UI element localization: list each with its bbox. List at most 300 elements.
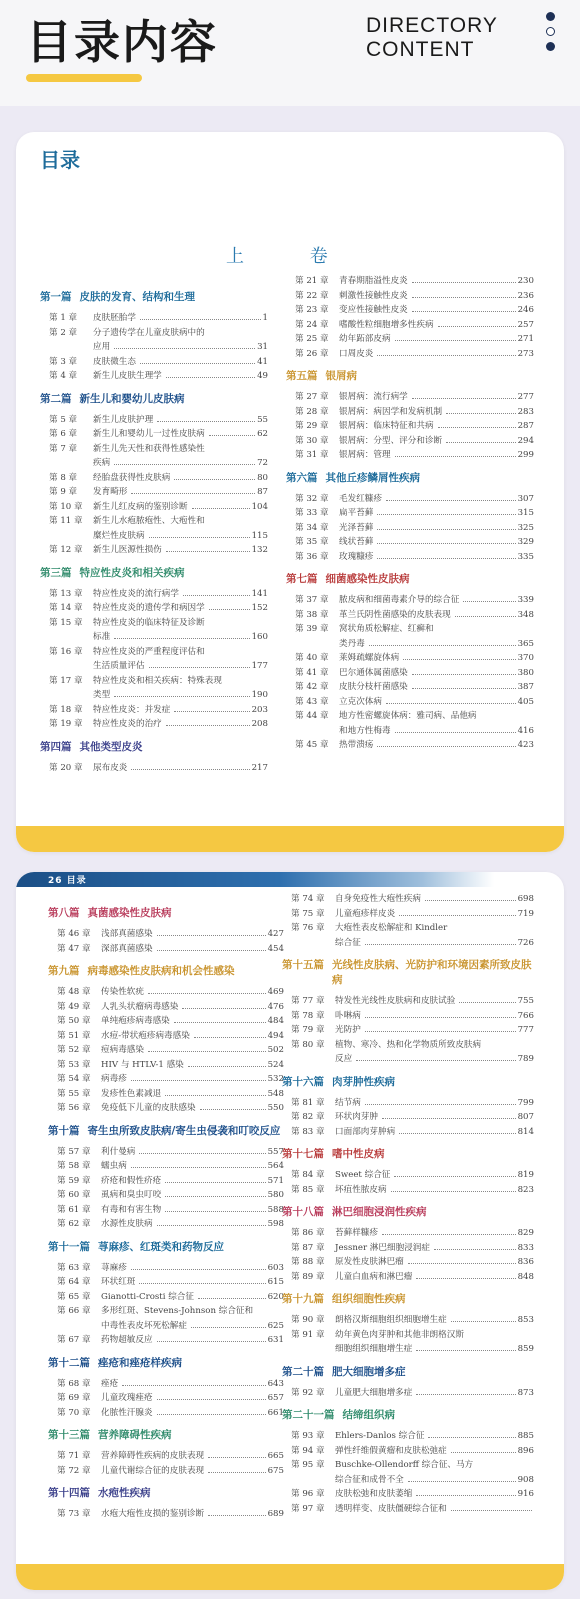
- chapter-title-line: [101, 1507, 284, 1522]
- chapter-number: 第 44 章: [295, 711, 329, 721]
- toc-entry[interactable]: [295, 434, 534, 449]
- chapter-number: 第 87 章: [291, 1242, 325, 1253]
- chapter-title-line: [93, 326, 268, 341]
- chapter-title-line: [93, 355, 268, 370]
- toc-entry[interactable]: [295, 608, 534, 623]
- page-number: 848: [517, 1271, 534, 1282]
- dot-leader: [377, 529, 515, 530]
- toc-entry[interactable]: [291, 1183, 534, 1198]
- chapter-title: 病毒疹: [101, 1074, 127, 1084]
- chapter-body: [93, 616, 268, 645]
- chapter-title-line: [93, 543, 268, 558]
- toc-entry[interactable]: [295, 680, 534, 695]
- chapter-number: 第 19 章: [49, 719, 83, 729]
- page-number: 484: [267, 1016, 284, 1026]
- toc-entry[interactable]: [295, 651, 534, 666]
- toc-entry[interactable]: [57, 1174, 284, 1189]
- toc-entry[interactable]: [291, 1038, 534, 1067]
- toc-entry[interactable]: [49, 587, 268, 602]
- toc-entry[interactable]: [49, 717, 268, 732]
- toc-entry[interactable]: [295, 521, 534, 536]
- chapter-number: 第 27 章: [295, 392, 329, 402]
- chapter-body: [101, 1043, 284, 1058]
- toc-entry[interactable]: [57, 1261, 284, 1276]
- chapter-title: 有毒和有害生物: [101, 1204, 162, 1215]
- chapter-title-line: [93, 659, 268, 674]
- toc-entry[interactable]: [49, 514, 268, 543]
- chapter-body: [339, 390, 534, 405]
- chapter-number: 第 82 章: [291, 1112, 325, 1122]
- chapter-body: [93, 601, 268, 616]
- toc-entry[interactable]: [291, 907, 534, 922]
- toc-entry[interactable]: [49, 471, 268, 486]
- toc-entry[interactable]: [291, 1226, 534, 1241]
- card-bottom-band: [16, 1564, 564, 1590]
- toc-card-1: [16, 132, 564, 852]
- part-number: 第十三篇: [48, 1429, 90, 1441]
- chapter-body: [101, 1188, 284, 1203]
- pager-dot-icon[interactable]: [546, 27, 555, 36]
- page-number: 41: [257, 356, 268, 367]
- toc-entry[interactable]: [291, 1023, 534, 1038]
- chapter-number: 第 24 章: [295, 319, 329, 330]
- chapter-body: [335, 1487, 534, 1502]
- chapter-body: [335, 1110, 534, 1125]
- toc-entry[interactable]: [57, 1072, 284, 1087]
- chapter-title-line: [93, 369, 268, 384]
- toc-entry[interactable]: [295, 332, 534, 347]
- toc-entry[interactable]: [295, 550, 534, 565]
- part-number: 第十四篇: [48, 1487, 90, 1499]
- chapter-number: 第 60 章: [57, 1190, 91, 1200]
- pager-dot-icon[interactable]: [546, 42, 555, 51]
- part-heading: [40, 566, 268, 581]
- chapter-number: 第 63 章: [57, 1262, 91, 1273]
- chapter-body: [101, 1029, 284, 1044]
- chapter-number: 第 23 章: [295, 305, 329, 315]
- toc-entry[interactable]: [57, 1159, 284, 1174]
- chapter-title: 深部真菌感染: [101, 943, 153, 954]
- chapter-title-line: [335, 907, 534, 922]
- chapter-number: 第 16 章: [49, 646, 83, 657]
- toc-entry[interactable]: [295, 506, 534, 521]
- toc-entry[interactable]: [295, 535, 534, 550]
- chapter-title-line: [101, 1087, 284, 1102]
- toc-entry[interactable]: [295, 593, 534, 608]
- toc-entry[interactable]: [49, 442, 268, 471]
- dot-leader: [412, 688, 516, 689]
- pager-dot-icon[interactable]: [546, 12, 555, 21]
- chapter-number: 第 78 章: [291, 1010, 325, 1021]
- toc-entry[interactable]: [57, 1014, 284, 1029]
- toc-entry[interactable]: [57, 1406, 284, 1421]
- chapter-title-line: [339, 608, 534, 623]
- dot-leader: [416, 1350, 515, 1351]
- toc-entry[interactable]: [295, 695, 534, 710]
- toc-entry[interactable]: [57, 1101, 284, 1116]
- chapter-title-line: [101, 1043, 284, 1058]
- chapter-title: 应用: [93, 342, 111, 352]
- toc-entry[interactable]: [57, 1391, 284, 1406]
- toc-entry[interactable]: [57, 1304, 284, 1333]
- toc-entry[interactable]: [49, 674, 268, 703]
- chapter-body: [101, 1058, 284, 1073]
- toc-entry[interactable]: [57, 1217, 284, 1232]
- chapter-number: 第 51 章: [57, 1030, 91, 1041]
- chapter-number: 第 52 章: [57, 1045, 91, 1055]
- chapter-title-line: [101, 1464, 284, 1479]
- chapter-title-line: [335, 1270, 534, 1285]
- chapter-title: 结节病: [335, 1097, 361, 1108]
- toc-entry[interactable]: [57, 1507, 284, 1522]
- toc-entry[interactable]: [291, 1270, 534, 1285]
- chapter-number: 第 77 章: [291, 996, 325, 1006]
- dot-leader: [451, 1321, 516, 1322]
- page-number: 807: [517, 1112, 534, 1122]
- chapter-number: 第 22 章: [295, 290, 329, 301]
- chapter-title-line: [93, 674, 268, 689]
- toc-entry[interactable]: [295, 274, 534, 289]
- chapter-body: [93, 311, 268, 326]
- dot-leader: [208, 1457, 265, 1458]
- page-number: 387: [517, 682, 534, 692]
- dot-leader: [399, 915, 515, 916]
- toc-entry[interactable]: [295, 390, 534, 405]
- chapter-number: 第 59 章: [57, 1175, 91, 1186]
- toc-entry[interactable]: [291, 1096, 534, 1111]
- toc-entry[interactable]: [49, 485, 268, 500]
- toc-entry[interactable]: [291, 994, 534, 1009]
- toc-entry[interactable]: [57, 1449, 284, 1464]
- chapter-title-line: [93, 630, 268, 645]
- toc-entry[interactable]: [295, 666, 534, 681]
- chapter-number: 第 67 章: [57, 1335, 91, 1345]
- toc-entry[interactable]: [291, 1487, 534, 1502]
- chapter-body: [101, 1406, 284, 1421]
- toc-entry[interactable]: [291, 1444, 534, 1459]
- chapter-title: 儿童疱疹样皮炎: [335, 908, 396, 919]
- dot-leader: [416, 1495, 515, 1496]
- chapter-title-line: [335, 1038, 534, 1053]
- chapter-title: 细胞组织细胞增生症: [335, 1344, 413, 1354]
- chapter-title-line: [335, 1444, 534, 1459]
- chapter-title-line: [339, 724, 534, 739]
- chapter-body: [101, 1377, 284, 1392]
- chapter-title-line: [93, 616, 268, 631]
- part-heading: [48, 1356, 284, 1371]
- toc-column-left: [48, 898, 284, 1522]
- chapter-body: [101, 1464, 284, 1479]
- chapter-body: [93, 645, 268, 674]
- chapter-title-line: [335, 1255, 534, 1270]
- toc-entry[interactable]: [57, 1043, 284, 1058]
- dot-leader: [183, 595, 250, 596]
- toc-entry[interactable]: [57, 985, 284, 1000]
- page-number: 829: [517, 1228, 534, 1238]
- chapter-title-line: [339, 492, 534, 507]
- chapter-number: 第 33 章: [295, 508, 329, 518]
- page-number: 564: [267, 1161, 284, 1171]
- chapter-title: 扁平苔藓: [339, 508, 374, 518]
- chapter-title-line: [335, 1168, 534, 1183]
- dot-leader: [428, 1437, 515, 1438]
- toc-entry[interactable]: [291, 1313, 534, 1328]
- part-number: 第七篇: [286, 573, 318, 585]
- toc-entry[interactable]: [295, 709, 534, 738]
- dot-leader: [408, 1263, 516, 1264]
- toc-entry[interactable]: [291, 1429, 534, 1444]
- part-heading: [282, 1365, 534, 1380]
- chapter-body: [339, 434, 534, 449]
- page-number: 1: [262, 313, 268, 323]
- chapter-number: 第 91 章: [291, 1329, 325, 1340]
- toc-entry[interactable]: [57, 1275, 284, 1290]
- toc-entry[interactable]: [291, 1125, 534, 1140]
- chapter-title: 类丹毒: [339, 638, 365, 649]
- page-number: 557: [267, 1146, 284, 1157]
- part-title: 真菌感染性皮肤病: [87, 907, 172, 919]
- toc-entry[interactable]: [295, 622, 534, 651]
- toc-entry[interactable]: [291, 1168, 534, 1183]
- chapter-title: 皮肤分枝杆菌感染: [339, 682, 408, 692]
- page-number: 152: [251, 603, 268, 613]
- chapter-number: 第 88 章: [291, 1257, 325, 1267]
- toc-entry[interactable]: [295, 448, 534, 463]
- part-heading: [282, 958, 534, 988]
- page-number: 615: [267, 1277, 284, 1287]
- chapter-title: 传染性软疣: [101, 987, 144, 997]
- part-heading: [48, 1124, 284, 1139]
- dot-leader: [192, 508, 250, 509]
- chapter-number: 第 28 章: [295, 406, 329, 417]
- dot-leader: [149, 667, 250, 668]
- toc-column-right: [282, 892, 534, 1516]
- chapter-number: 第 43 章: [295, 696, 329, 707]
- toc-entry[interactable]: [295, 318, 534, 333]
- chapter-title-line: [335, 1458, 534, 1473]
- chapter-number: 第 8 章: [49, 472, 78, 483]
- chapter-title: 疥疮和假性疥疮: [101, 1175, 162, 1186]
- toc-entry[interactable]: [291, 1009, 534, 1024]
- dot-leader: [438, 326, 516, 327]
- dot-leader: [412, 674, 516, 675]
- page-number: 548: [267, 1088, 284, 1099]
- toc-entry[interactable]: [49, 413, 268, 428]
- toc-entry[interactable]: [57, 1203, 284, 1218]
- toc-entry[interactable]: [57, 1029, 284, 1044]
- dot-leader: [416, 1394, 515, 1395]
- toc-entry[interactable]: [49, 369, 268, 384]
- part-number: 第二十一篇: [282, 1409, 335, 1421]
- toc-entry[interactable]: [295, 405, 534, 420]
- toc-entry[interactable]: [291, 1255, 534, 1270]
- dot-leader: [157, 935, 266, 936]
- part-number: 第八篇: [48, 907, 80, 919]
- page-number: 416: [517, 725, 534, 736]
- page-number: 550: [267, 1103, 284, 1113]
- chapter-number: 第 30 章: [295, 435, 329, 446]
- dot-leader: [198, 1298, 266, 1299]
- page-number: 853: [517, 1315, 534, 1325]
- chapter-title-line: [101, 1290, 284, 1305]
- toc-entry[interactable]: [291, 1241, 534, 1256]
- chapter-title: 水源性皮肤病: [101, 1219, 153, 1229]
- toc-entry[interactable]: [291, 1328, 534, 1357]
- chapter-title-line: [339, 521, 534, 536]
- chapter-number: 第 70 章: [57, 1407, 91, 1418]
- page-number: 177: [251, 661, 268, 671]
- chapter-title: 巴尔通体属菌感染: [339, 667, 408, 678]
- chapter-body: [335, 892, 534, 907]
- chapter-number: 第 1 章: [49, 313, 78, 323]
- chapter-title-line: [335, 1009, 534, 1024]
- toc-entry[interactable]: [49, 616, 268, 645]
- toc-entry[interactable]: [57, 1333, 284, 1348]
- toc-entry[interactable]: [291, 1502, 534, 1517]
- chapter-title: 综合征: [335, 937, 361, 948]
- pager-dots: [546, 12, 558, 57]
- chapter-title-line: [101, 1188, 284, 1203]
- dot-leader: [165, 1196, 265, 1197]
- toc-entry[interactable]: [57, 1290, 284, 1305]
- toc-entry[interactable]: [49, 543, 268, 558]
- toc-entry[interactable]: [295, 419, 534, 434]
- chapter-title: Ehlers-Danlos 综合征: [335, 1431, 425, 1441]
- part-title: 肥大细胞增多症: [332, 1365, 406, 1378]
- toc-entry[interactable]: [49, 645, 268, 674]
- toc-entry[interactable]: [57, 927, 284, 942]
- chapter-title-line: [339, 332, 534, 347]
- toc-entry[interactable]: [49, 326, 268, 355]
- chapter-body: [101, 1507, 284, 1522]
- chapter-title-line: [335, 892, 534, 907]
- chapter-title: 毛发红糠疹: [339, 493, 382, 504]
- page-number: 620: [267, 1291, 284, 1302]
- part-title: 肉芽肿性疾病: [332, 1075, 395, 1088]
- chapter-title-line: [335, 1473, 534, 1488]
- dot-leader: [412, 311, 516, 312]
- dot-leader: [165, 1211, 265, 1212]
- toc-entry[interactable]: [57, 942, 284, 957]
- dot-leader: [148, 993, 266, 994]
- page-number: 755: [517, 996, 534, 1006]
- chapter-number: 第 35 章: [295, 537, 329, 547]
- chapter-title-line: [93, 529, 268, 544]
- dot-leader: [122, 1385, 265, 1386]
- chapter-body: [339, 405, 534, 420]
- toc-entry[interactable]: [49, 311, 268, 326]
- toc-entry[interactable]: [49, 500, 268, 515]
- chapter-title-line: [339, 622, 534, 637]
- chapter-number: 第 53 章: [57, 1059, 91, 1070]
- chapter-title: 热带溃疡: [339, 740, 374, 750]
- chapter-number: 第 89 章: [291, 1271, 325, 1282]
- toc-entry[interactable]: [49, 355, 268, 370]
- chapter-body: [339, 709, 534, 738]
- chapter-body: [101, 1072, 284, 1087]
- chapter-title: 类型: [93, 690, 111, 700]
- chapter-title: 皮肤微生态: [93, 356, 136, 367]
- chapter-body: [335, 907, 534, 922]
- page-number: 236: [517, 290, 534, 301]
- toc-entry[interactable]: [49, 427, 268, 442]
- dot-leader: [114, 464, 255, 465]
- chapter-title: Sweet 综合征: [335, 1170, 391, 1180]
- chapter-number: 第 3 章: [49, 356, 78, 367]
- chapter-number: 第 92 章: [291, 1387, 325, 1398]
- toc-entry[interactable]: [57, 1188, 284, 1203]
- part-number: 第一篇: [40, 291, 72, 303]
- toc-entry[interactable]: [57, 1058, 284, 1073]
- dot-leader: [149, 537, 250, 538]
- chapter-body: [339, 666, 534, 681]
- dot-leader: [209, 609, 250, 610]
- page-number: 132: [251, 545, 268, 555]
- toc-entry[interactable]: [295, 492, 534, 507]
- chapter-title: 光防护: [335, 1025, 361, 1035]
- chapter-body: [335, 1183, 534, 1198]
- toc-entry[interactable]: [291, 1458, 534, 1487]
- toc-entry[interactable]: [57, 1377, 284, 1392]
- chapter-body: [335, 1386, 534, 1401]
- toc-entry[interactable]: [291, 1110, 534, 1125]
- chapter-number: 第 55 章: [57, 1088, 91, 1099]
- page-number: 273: [517, 348, 534, 359]
- chapter-title: HIV 与 HTLV-1 感染: [101, 1059, 184, 1070]
- chapter-title-line: [101, 1449, 284, 1464]
- page-number: 908: [517, 1474, 534, 1485]
- toc-entry[interactable]: [295, 738, 534, 753]
- chapter-title-line: [339, 637, 534, 652]
- dot-leader: [131, 769, 249, 770]
- toc-entry[interactable]: [49, 601, 268, 616]
- toc-entry[interactable]: [57, 1087, 284, 1102]
- toc-entry[interactable]: [291, 892, 534, 907]
- toc-entry[interactable]: [49, 761, 268, 776]
- chapter-title: 免疫低下儿童的皮肤感染: [101, 1103, 196, 1113]
- toc-entry[interactable]: [57, 1000, 284, 1015]
- chapter-title-line: [339, 274, 534, 289]
- chapter-title-line: [339, 535, 534, 550]
- page-header: [0, 0, 580, 106]
- chapter-title: 银屑病：分型、评分和诊断: [339, 435, 443, 446]
- page-number: 370: [517, 653, 534, 663]
- dot-leader: [416, 1278, 515, 1279]
- chapter-title-line: [101, 1319, 284, 1334]
- toc-entry[interactable]: [49, 703, 268, 718]
- chapter-number: 第 76 章: [291, 923, 325, 933]
- toc-entry[interactable]: [57, 1464, 284, 1479]
- toc-entry[interactable]: [295, 347, 534, 362]
- page-number: 55: [257, 414, 268, 425]
- chapter-number: 第 84 章: [291, 1170, 325, 1180]
- part-heading: [40, 392, 268, 407]
- chapter-body: [335, 1125, 534, 1140]
- page-number: 625: [267, 1320, 284, 1331]
- toc-entry[interactable]: [57, 1145, 284, 1160]
- chapter-title-line: [93, 717, 268, 732]
- chapter-title: 植物、寒冷、热和化学物质所致皮肤病: [335, 1039, 482, 1050]
- chapter-title-line: [93, 703, 268, 718]
- toc-entry[interactable]: [291, 921, 534, 950]
- toc-entry[interactable]: [295, 289, 534, 304]
- toc-entry[interactable]: [295, 303, 534, 318]
- dot-leader: [157, 1399, 266, 1400]
- toc-entry[interactable]: [291, 1386, 534, 1401]
- page-number: 454: [267, 943, 284, 954]
- page-number: 698: [517, 894, 534, 904]
- chapter-title: 特应性皮炎：并发症: [93, 704, 171, 715]
